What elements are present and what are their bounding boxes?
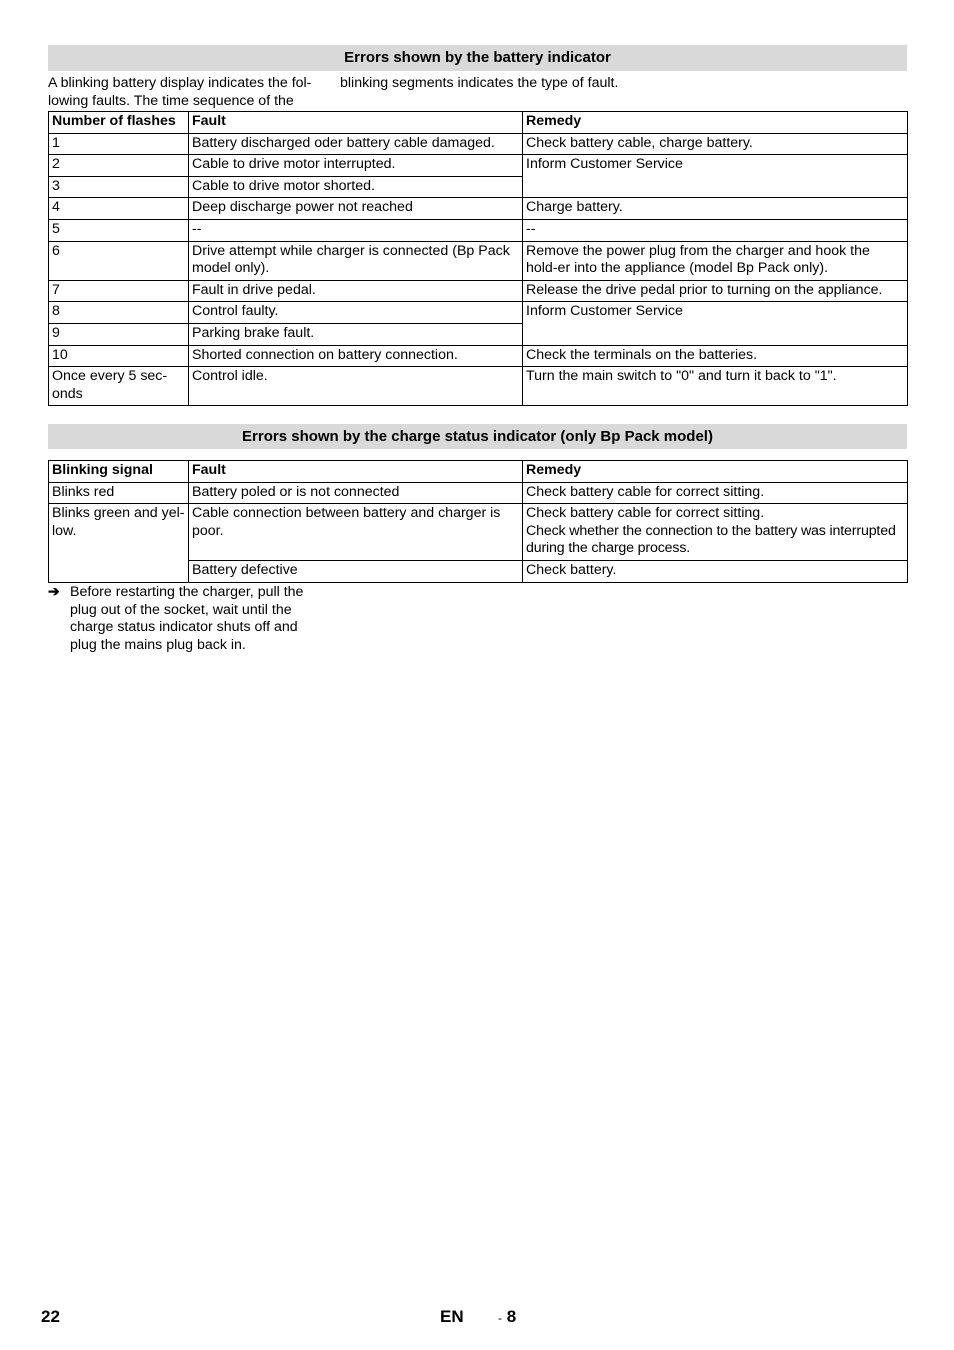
remedy-line: Check battery cable for correct sitting.	[526, 505, 765, 522]
table-row	[49, 504, 908, 561]
table-header-row	[49, 112, 908, 134]
flashes-cell: 9	[49, 323, 189, 345]
note-text: Before restarting the charger, pull the plug out of the socket, wait until the charge status indicator shuts off and plug the mains plug back in.	[70, 584, 304, 653]
sub-page-value: 8	[506, 1307, 517, 1326]
table-row	[49, 482, 908, 504]
fault-cell: Battery discharged oder battery cable damaged.	[189, 133, 523, 155]
remedy-cell: Check battery.	[523, 560, 908, 582]
table-header-row	[49, 461, 908, 483]
signal-cell: Blinks red	[49, 482, 189, 504]
flashes-cell: 5	[49, 219, 189, 241]
remedy-cell: --	[523, 219, 908, 241]
language-code: EN	[440, 1307, 464, 1326]
table-row	[49, 367, 908, 406]
section-title-battery-indicator: Errors shown by the battery indicator	[48, 45, 907, 71]
battery-indicator-table	[48, 111, 908, 406]
flashes-cell: 10	[49, 345, 189, 367]
remedy-cell: Check battery cable for correct sitting.	[523, 482, 908, 504]
charge-status-table	[48, 460, 908, 583]
remedy-cell: Inform Customer Service	[523, 302, 908, 345]
fault-cell: --	[189, 219, 523, 241]
flashes-cell: 7	[49, 280, 189, 302]
header-remedy: Remedy	[523, 461, 908, 483]
remedy-cell: Remove the power plug from the charger and hook the hold-er into the appliance (model Bp Pack only).	[523, 241, 908, 280]
header-blinking-signal: Blinking signal	[49, 461, 189, 483]
fault-cell: Fault in drive pedal.	[189, 280, 523, 302]
sub-page-number	[498, 1306, 516, 1327]
table-row	[49, 198, 908, 220]
fault-cell: Cable to drive motor interrupted.	[189, 155, 523, 177]
flashes-cell: Once every 5 sec-onds	[49, 367, 189, 406]
intro-text-col2: blinking segments indicates the type of fault.	[340, 75, 619, 91]
remedy-cell: Turn the main switch to "0" and turn it back to "1".	[523, 367, 908, 406]
fault-cell: Parking brake fault.	[189, 323, 523, 345]
fault-cell: Cable to drive motor shorted.	[189, 176, 523, 198]
flashes-cell: 1	[49, 133, 189, 155]
intro-text-col1: A blinking battery display indicates the fol-lowing faults. The time sequence of the	[48, 75, 312, 109]
remedy-cell: Check battery cable, charge battery.	[523, 133, 908, 155]
fault-cell: Shorted connection on battery connection.	[189, 345, 523, 367]
table-row	[49, 133, 908, 155]
header-fault: Fault	[189, 461, 523, 483]
sub-page-prefix: -	[498, 1311, 502, 1325]
table-row	[49, 280, 908, 302]
fault-cell: Battery defective	[189, 560, 523, 582]
flashes-cell: 2	[49, 155, 189, 177]
fault-cell: Deep discharge power not reached	[189, 198, 523, 220]
fault-cell: Cable connection between battery and charger is poor.	[189, 504, 523, 561]
flashes-cell: 3	[49, 176, 189, 198]
header-fault: Fault	[189, 112, 523, 134]
fault-cell: Control idle.	[189, 367, 523, 406]
flashes-cell: 4	[49, 198, 189, 220]
header-number-of-flashes: Number of flashes	[49, 112, 189, 134]
remedy-cell	[523, 504, 908, 561]
table-row	[49, 345, 908, 367]
signal-cell: Blinks green and yel-low.	[49, 504, 189, 582]
fault-cell: Control faulty.	[189, 302, 523, 324]
section-title-charge-status-indicator: Errors shown by the charge status indicator (only Bp Pack model)	[48, 424, 907, 449]
remedy-cell: Inform Customer Service	[523, 155, 908, 198]
remedy-cell: Charge battery.	[523, 198, 908, 220]
table-row	[49, 302, 908, 324]
remedy-line: Check whether the connection to the battery was interrupted during the charge process.	[526, 522, 896, 557]
table-row	[49, 219, 908, 241]
table-row	[49, 241, 908, 280]
header-remedy: Remedy	[523, 112, 908, 134]
arrow-right-icon: ➔	[48, 584, 60, 600]
restart-note	[48, 584, 338, 654]
fault-cell: Battery poled or is not connected	[189, 482, 523, 504]
flashes-cell: 6	[49, 241, 189, 280]
flashes-cell: 8	[49, 302, 189, 324]
remedy-cell: Check the terminals on the batteries.	[523, 345, 908, 367]
fault-cell: Drive attempt while charger is connected (Bp Pack model only).	[189, 241, 523, 280]
remedy-cell: Release the drive pedal prior to turning on the appliance.	[523, 280, 908, 302]
table-row	[49, 155, 908, 177]
page-number: 22	[41, 1307, 60, 1326]
